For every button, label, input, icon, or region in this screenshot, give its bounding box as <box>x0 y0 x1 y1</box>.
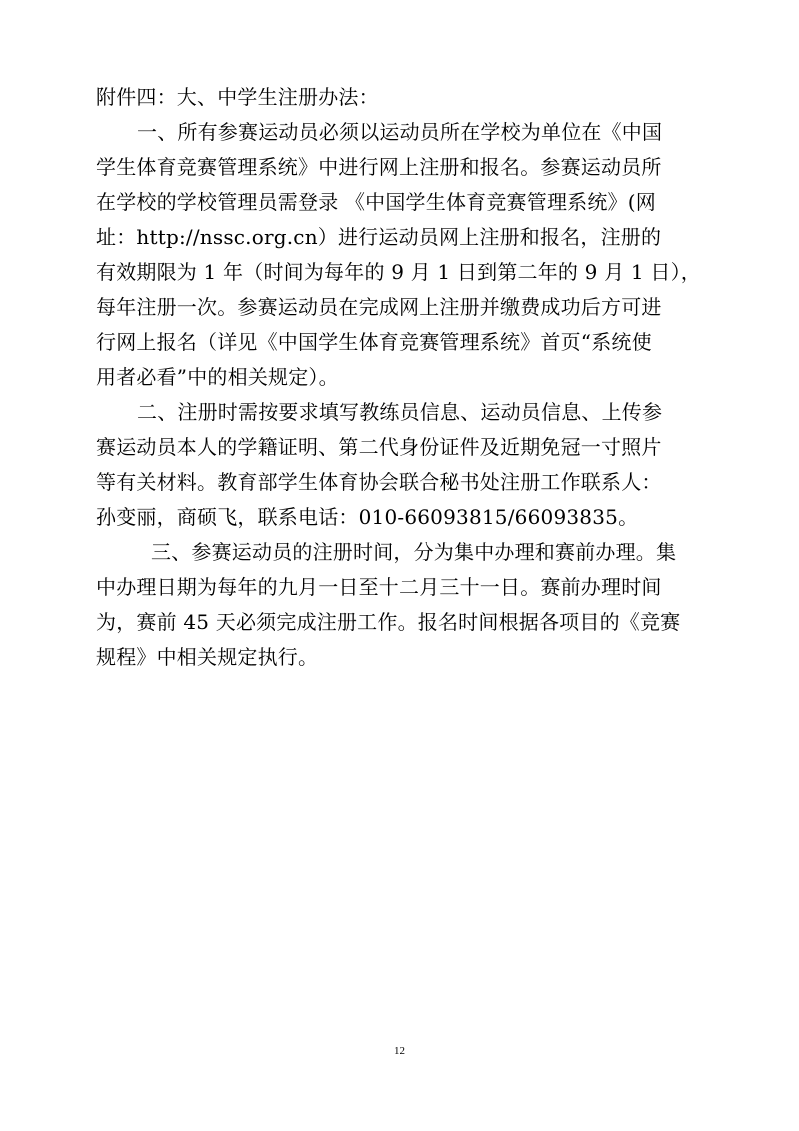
page-number: 12 <box>394 1045 405 1057</box>
paragraph-line: 规程》中相关规定执行。 <box>96 645 319 669</box>
paragraph-line: 址：http://nssc.org.cn）进行运动员网上注册和报名，注册的 <box>96 225 662 249</box>
paragraph-line: 孙变丽，商硕飞，联系电话：010-66093815/66093835。 <box>96 505 639 529</box>
document-body <box>96 80 706 675</box>
paragraph-line: 二、注册时需按要求填写教练员信息、运动员信息、上传参 <box>137 400 663 424</box>
paragraph-line: 等有关材料。教育部学生体育协会联合秘书处注册工作联系人： <box>96 470 662 494</box>
paragraph-line: 为，赛前 45 天必须完成注册工作。报名时间根据各项目的《竞赛 <box>96 610 681 634</box>
paragraph-registration-system <box>96 115 706 395</box>
paragraph-line: 赛运动员本人的学籍证明、第二代身份证件及近期免冠一寸照片 <box>96 435 662 459</box>
paragraph-line: 三、参赛运动员的注册时间，分为集中办理和赛前办理。集 <box>151 540 677 564</box>
paragraph-line: 有效期限为 1 年（时间为每年的 9 月 1 日到第二年的 9 月 1 日）， <box>96 260 701 284</box>
paragraph-line: 行网上报名（详见《中国学生体育竞赛管理系统》首页“系统使 <box>96 330 652 354</box>
paragraph-line: 中办理日期为每年的九月一日至十二月三十一日。赛前办理时间 <box>96 575 662 599</box>
paragraph-registration-time <box>96 535 706 675</box>
document-heading: 附件四：大、中学生注册办法： <box>96 85 379 109</box>
paragraph-line: 在学校的学校管理员需登录 《中国学生体育竞赛管理系统》(网 <box>96 190 656 214</box>
paragraph-line: 用者必看”中的相关规定）。 <box>96 365 339 389</box>
paragraph-line: 一、所有参赛运动员必须以运动员所在学校为单位在《中国 <box>137 120 663 144</box>
paragraph-line: 学生体育竞赛管理系统》中进行网上注册和报名。参赛运动员所 <box>96 155 662 179</box>
paragraph-line: 每年注册一次。参赛运动员在完成网上注册并缴费成功后方可进 <box>96 295 662 319</box>
paragraph-registration-materials <box>96 395 706 535</box>
